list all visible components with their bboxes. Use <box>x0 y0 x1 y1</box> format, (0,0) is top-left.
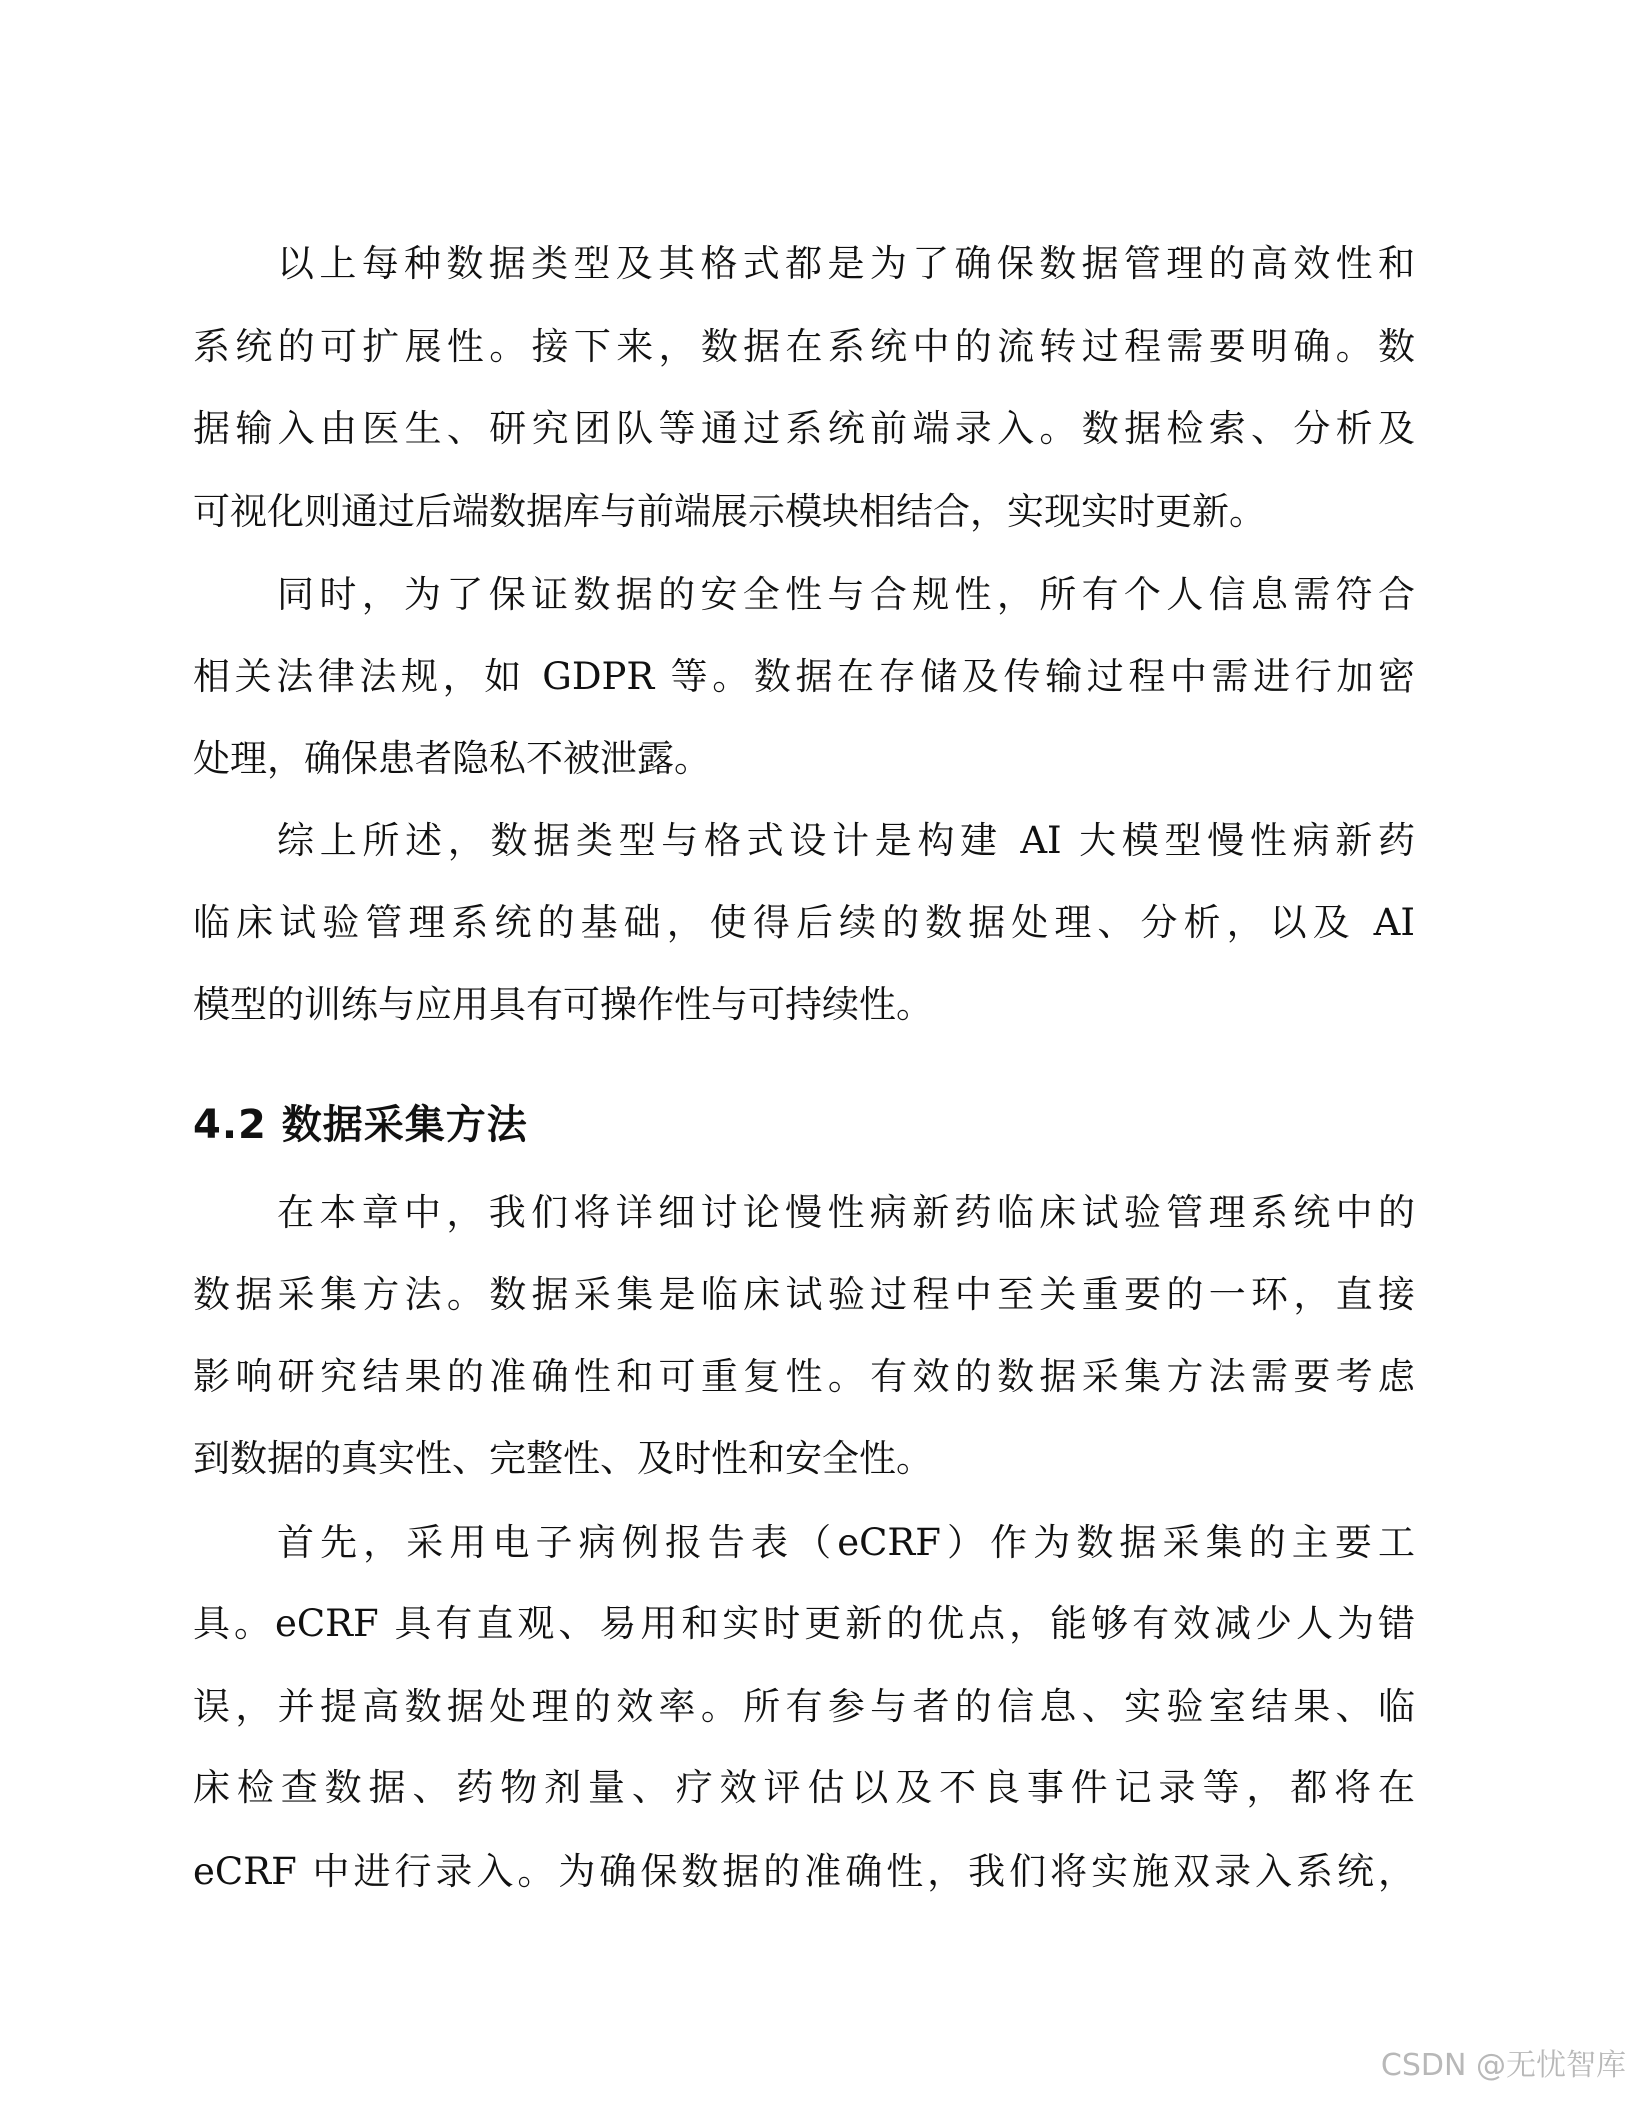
paragraph-line: 处理，确保患者隐私不被泄露。 <box>193 737 711 780</box>
paragraph-line: 床检查数据、药物剂量、疗效评估以及不良事件记录等，都将在 <box>193 1766 1415 1809</box>
paragraph-line: 以上每种数据类型及其格式都是为了确保数据管理的高效性和 <box>277 242 1415 285</box>
section-heading: 4.2 数据采集方法 <box>193 1102 528 1148</box>
paragraph-line: 到数据的真实性、完整性、及时性和安全性。 <box>193 1437 933 1480</box>
watermark: CSDN @无忧智库 <box>1380 2048 1626 2083</box>
paragraph-line: 据输入由医生、研究团队等通过系统前端录入。数据检索、分析及 <box>193 407 1415 450</box>
paragraph-line: eCRF 中进行录入。为确保数据的准确性，我们将实施双录入系统， <box>193 1850 1415 1893</box>
paragraph-line: 模型的训练与应用具有可操作性与可持续性。 <box>193 983 933 1026</box>
paragraph-line: 同时，为了保证数据的安全性与合规性，所有个人信息需符合 <box>277 573 1415 616</box>
paragraph-line: 临床试验管理系统的基础，使得后续的数据处理、分析，以及 AI <box>193 901 1415 944</box>
paragraph-line: 首先，采用电子病例报告表（eCRF）作为数据采集的主要工 <box>277 1521 1415 1564</box>
paragraph-line: 具。eCRF 具有直观、易用和实时更新的优点，能够有效减少人为错 <box>193 1602 1415 1645</box>
paragraph-line: 相关法律法规，如 GDPR 等。数据在存储及传输过程中需进行加密 <box>193 655 1415 698</box>
paragraph-line: 可视化则通过后端数据库与前端展示模块相结合，实现实时更新。 <box>193 490 1266 533</box>
paragraph-line: 误，并提高数据处理的效率。所有参与者的信息、实验室结果、临 <box>193 1685 1415 1728</box>
paragraph-line: 综上所述，数据类型与格式设计是构建 AI 大模型慢性病新药 <box>277 819 1415 862</box>
paragraph-line: 在本章中，我们将详细讨论慢性病新药临床试验管理系统中的 <box>277 1191 1415 1234</box>
paragraph-line: 数据采集方法。数据采集是临床试验过程中至关重要的一环，直接 <box>193 1273 1415 1316</box>
paragraph-line: 系统的可扩展性。接下来，数据在系统中的流转过程需要明确。数 <box>193 325 1415 368</box>
paragraph-line: 影响研究结果的准确性和可重复性。有效的数据采集方法需要考虑 <box>193 1355 1415 1398</box>
